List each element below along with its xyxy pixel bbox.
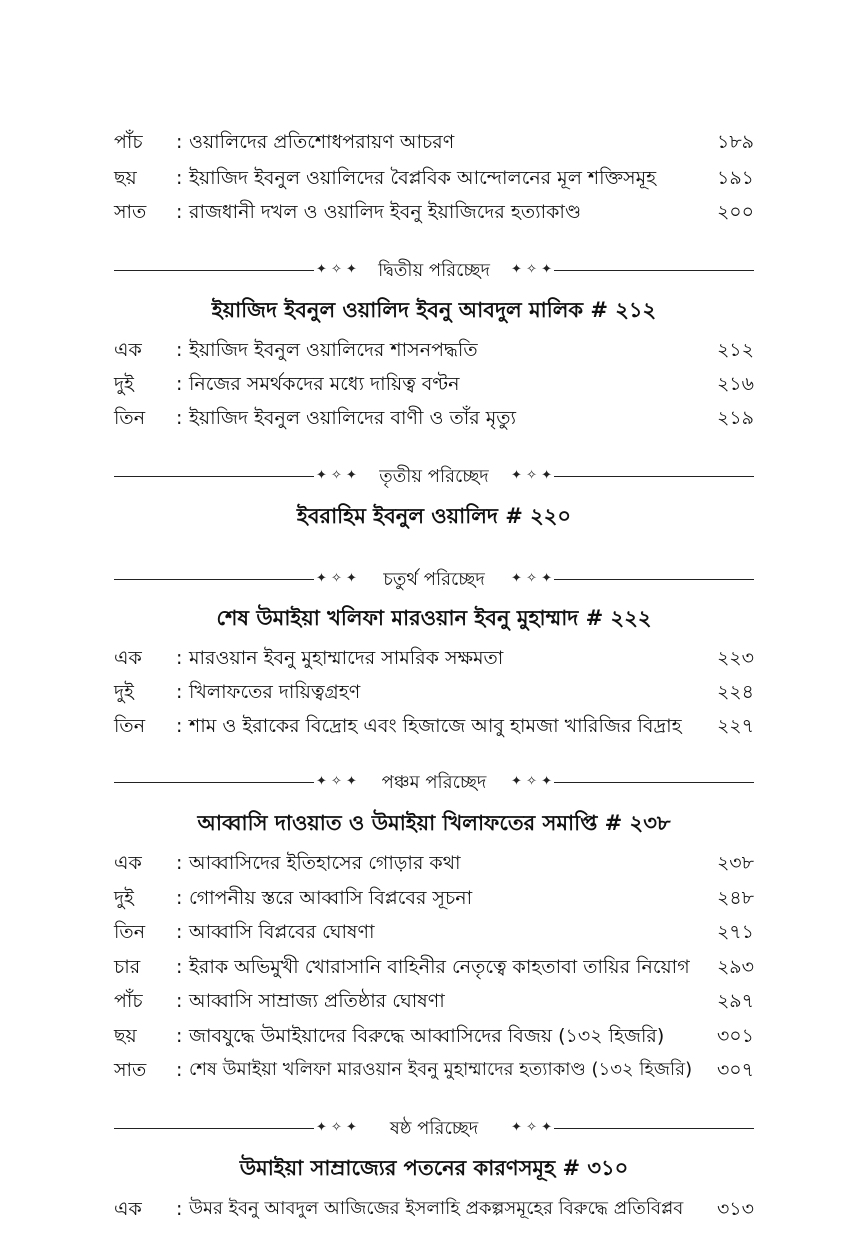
toc-entry bbox=[114, 1055, 754, 1085]
entry-page: ২২৩ bbox=[716, 647, 754, 669]
ornament-icon: ✦ ✧ ✦ bbox=[511, 1120, 552, 1135]
entry-colon: : bbox=[176, 131, 183, 153]
entry-number: ছয় bbox=[114, 1025, 137, 1047]
entry-colon: : bbox=[176, 201, 183, 223]
entry-title: ইয়াজিদ ইবনুল ওয়ালিদের বাণী ও তাঁর মৃত্যু bbox=[189, 407, 517, 429]
entry-number: তিন bbox=[114, 407, 146, 429]
entry-page: ২২৪ bbox=[716, 681, 754, 703]
entry-page: ২১৯ bbox=[716, 407, 754, 429]
ornament-icon: ✦ ✧ ✦ bbox=[316, 468, 357, 483]
section-divider bbox=[114, 465, 754, 489]
divider-line bbox=[554, 782, 754, 783]
section-label: পঞ্চম পরিচ্ছেদ bbox=[381, 772, 487, 793]
entry-title: খিলাফতের দায়িত্বগ্রহণ bbox=[189, 681, 361, 703]
entry-title: মারওয়ান ইবনু মুহাম্মাদের সামরিক সক্ষমতা bbox=[189, 647, 504, 669]
entry-number: এক bbox=[114, 339, 142, 361]
entry-title: নিজের সমর্থকদের মধ্যে দায়িত্ব বণ্টন bbox=[189, 373, 460, 395]
entry-page: ২০০ bbox=[716, 201, 754, 223]
ornament-icon: ✦ ✧ ✦ bbox=[511, 262, 552, 277]
ornament-icon: ✦ ✧ ✦ bbox=[316, 1120, 357, 1135]
entry-page: ২১২ bbox=[716, 339, 754, 361]
toc-entry bbox=[114, 917, 754, 947]
entry-page: ২৯৭ bbox=[716, 990, 754, 1012]
section-divider bbox=[114, 771, 754, 795]
entry-title: গোপনীয় স্তরে আব্বাসি বিপ্লবের সূচনা bbox=[189, 887, 473, 909]
entry-colon: : bbox=[176, 990, 183, 1012]
entry-title: শেষ উমাইয়া খলিফা মারওয়ান ইবনু মুহাম্মাদের হত্যাকাণ্ড (১৩২ হিজরি) bbox=[189, 1059, 693, 1080]
entry-title: জাবযুদ্ধে উমাইয়াদের বিরুদ্ধে আব্বাসিদের বিজয় (১৩২ হিজরি) bbox=[189, 1025, 665, 1047]
toc-entry bbox=[114, 335, 754, 365]
chapter-heading: ইয়াজিদ ইবনুল ওয়ালিদ ইবনু আবদুল মালিক # ২১২ bbox=[211, 298, 657, 322]
entry-number: দুই bbox=[114, 681, 134, 703]
section-divider bbox=[114, 1117, 754, 1141]
ornament-icon: ✦ ✧ ✦ bbox=[511, 774, 552, 789]
toc-entry bbox=[114, 848, 754, 878]
entry-page: ১৯১ bbox=[717, 167, 754, 189]
entry-page: ১৮৯ bbox=[717, 131, 754, 153]
chapter-heading: উমাইয়া সাম্রাজ্যের পতনের কারণসমূহ # ৩১০ bbox=[239, 1156, 629, 1180]
entry-page: ২২৭ bbox=[716, 715, 754, 737]
entry-colon: : bbox=[176, 681, 183, 703]
entry-colon: : bbox=[176, 647, 183, 669]
entry-title: শাম ও ইরাকের বিদ্রোহ এবং হিজাজে আবু হামজা খারিজির বিদ্রাহ bbox=[189, 715, 682, 737]
toc-entry bbox=[114, 643, 754, 673]
entry-colon: : bbox=[176, 339, 183, 361]
entry-page: ৩০১ bbox=[716, 1025, 754, 1047]
section-label: দ্বিতীয় পরিচ্ছেদ bbox=[378, 260, 490, 281]
toc-entry bbox=[114, 711, 754, 741]
divider-line bbox=[554, 579, 754, 580]
toc-entry bbox=[114, 403, 754, 433]
entry-title: ইয়াজিদ ইবনুল ওয়ালিদের বৈপ্লবিক আন্দোলনের মূল শক্তিসমূহ bbox=[189, 167, 657, 189]
entry-number: পাঁচ bbox=[114, 990, 143, 1012]
toc-entry bbox=[114, 986, 754, 1016]
toc-entry bbox=[114, 369, 754, 399]
entry-colon: : bbox=[176, 1025, 183, 1047]
entry-page: ২১৬ bbox=[716, 373, 754, 395]
entry-title: রাজধানী দখল ও ওয়ালিদ ইবনু ইয়াজিদের হত্যাকাণ্ড bbox=[189, 201, 582, 223]
ornament-icon: ✦ ✧ ✦ bbox=[511, 468, 552, 483]
ornament-icon: ✦ ✧ ✦ bbox=[511, 571, 552, 586]
entry-number: তিন bbox=[114, 715, 146, 737]
entry-page: ২৪৮ bbox=[716, 887, 754, 909]
entry-title: আব্বাসি সাম্রাজ্য প্রতিষ্ঠার ঘোষণা bbox=[189, 990, 445, 1012]
entry-title: আব্বাসি বিপ্লবের ঘোষণা bbox=[189, 921, 375, 943]
entry-title: আব্বাসিদের ইতিহাসের গোড়ার কথা bbox=[189, 852, 461, 874]
entry-colon: : bbox=[176, 1198, 183, 1220]
ornament-icon: ✦ ✧ ✦ bbox=[316, 774, 357, 789]
toc-entry bbox=[114, 952, 754, 982]
divider-line bbox=[554, 270, 754, 271]
entry-number: সাত bbox=[114, 1059, 147, 1081]
chapter-heading: শেষ উমাইয়া খলিফা মারওয়ান ইবনু মুহাম্মাদ # ২২২ bbox=[216, 606, 652, 630]
entry-colon: : bbox=[176, 373, 183, 395]
entry-number: এক bbox=[114, 647, 142, 669]
section-label: চতুর্থ পরিচ্ছেদ bbox=[383, 569, 485, 590]
entry-colon: : bbox=[176, 852, 183, 874]
entry-page: ৩১৩ bbox=[716, 1198, 754, 1220]
toc-entry bbox=[114, 163, 754, 193]
entry-colon: : bbox=[176, 956, 183, 978]
entry-page: ৩০৭ bbox=[716, 1059, 754, 1081]
entry-number: পাঁচ bbox=[114, 131, 143, 153]
toc-entry bbox=[114, 197, 754, 227]
toc-entry bbox=[114, 883, 754, 913]
chapter-heading: ইবরাহিম ইবনুল ওয়ালিদ # ২২০ bbox=[296, 504, 572, 528]
entry-page: ২৭১ bbox=[716, 921, 754, 943]
toc-entry bbox=[114, 1021, 754, 1051]
section-label: ষষ্ঠ পরিচ্ছেদ bbox=[389, 1118, 479, 1139]
ornament-icon: ✦ ✧ ✦ bbox=[316, 262, 357, 277]
ornament-icon: ✦ ✧ ✦ bbox=[316, 571, 357, 586]
entry-number: ছয় bbox=[114, 167, 137, 189]
entry-number: দুই bbox=[114, 887, 134, 909]
entry-colon: : bbox=[176, 407, 183, 429]
entry-colon: : bbox=[176, 1059, 183, 1081]
entry-title: উমর ইবনু আবদুল আজিজের ইসলাহি প্রকল্পসমূহের বিরুদ্ধে প্রতিবিপ্লব bbox=[189, 1198, 684, 1219]
entry-title: ইরাক অভিমুখী খোরাসানি বাহিনীর নেতৃত্বে কাহতাবা তায়ির নিয়োগ bbox=[189, 956, 690, 978]
entry-number: চার bbox=[114, 956, 141, 978]
divider-line bbox=[554, 476, 754, 477]
entry-colon: : bbox=[176, 921, 183, 943]
section-divider bbox=[114, 568, 754, 592]
toc-entry bbox=[114, 677, 754, 707]
chapter-heading: আব্বাসি দাওয়াত ও উমাইয়া খিলাফতের সমাপ্তি # ২৩৮ bbox=[197, 811, 671, 835]
entry-number: তিন bbox=[114, 921, 146, 943]
entry-number: সাত bbox=[114, 201, 147, 223]
entry-title: ইয়াজিদ ইবনুল ওয়ালিদের শাসনপদ্ধতি bbox=[189, 339, 478, 361]
entry-number: এক bbox=[114, 1198, 142, 1220]
entry-colon: : bbox=[176, 715, 183, 737]
entry-number: এক bbox=[114, 852, 142, 874]
toc-entry bbox=[114, 1194, 754, 1224]
toc-entry bbox=[114, 127, 754, 157]
entry-title: ওয়ালিদের প্রতিশোধপরায়ণ আচরণ bbox=[189, 131, 455, 153]
entry-page: ২৯৩ bbox=[716, 956, 754, 978]
entry-page: ২৩৮ bbox=[716, 852, 754, 874]
divider-line bbox=[554, 1128, 754, 1129]
section-divider bbox=[114, 259, 754, 283]
entry-number: দুই bbox=[114, 373, 134, 395]
entry-colon: : bbox=[176, 887, 183, 909]
section-label: তৃতীয় পরিচ্ছেদ bbox=[379, 466, 489, 487]
entry-colon: : bbox=[176, 167, 183, 189]
